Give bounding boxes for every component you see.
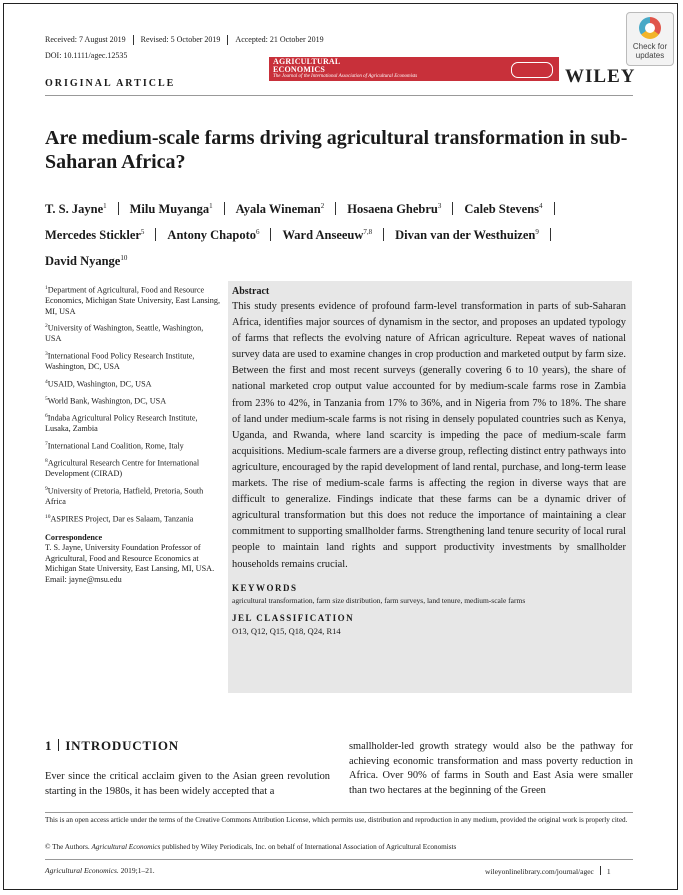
publisher-logo: WILEY	[565, 66, 636, 87]
author-separator	[383, 228, 384, 241]
article-title: Are medium-scale farms driving agricultural transformation in sub-Saharan Africa?	[45, 127, 628, 173]
revised-date: Revised: 5 October 2019	[140, 35, 221, 44]
abstract-box	[228, 281, 632, 693]
author-separator	[452, 202, 453, 215]
author-separator	[335, 202, 336, 215]
affiliation-item: $^6$Indaba Agricultural Policy Research Institute, Lusaka, Zambia	[45, 413, 198, 434]
intro-right-column: smallholder-led growth strategy would also be the pathway for achieving economic transformation and mass poverty reduction in Africa. Over 90% of farms in South and East Asia were smaller than two hectares at the beginning of the Green	[349, 741, 633, 796]
affiliation-item: $^7$International Land Coalition, Rome, Italy	[45, 440, 184, 451]
citation: Agricultural Economics. 2019;1–21.	[45, 866, 155, 875]
keywords: agricultural transformation, farm size distribution, farm surveys, land tenure, medium-scale farms	[232, 595, 526, 605]
author-name[interactable]: Divan van der Westhuizen$^9$	[395, 228, 539, 243]
abstract-heading: Abstract	[232, 286, 270, 297]
journal-logo	[269, 57, 559, 81]
author-name[interactable]: David Nyange$^{10}$	[45, 254, 128, 269]
affiliation-item: $^5$World Bank, Washington, DC, USA	[45, 395, 167, 406]
footer-divider	[45, 859, 633, 860]
jel-codes: O13, Q12, Q15, Q18, Q24, R14	[232, 625, 341, 636]
author-separator	[554, 202, 555, 215]
section-label: ORIGINAL ARTICLE	[45, 78, 176, 89]
journal-subtitle: The Journal of the International Association of Agricultural Economists	[273, 74, 418, 79]
page-number: 1	[606, 867, 611, 876]
author-list	[45, 195, 645, 273]
correspondence-text: T. S. Jayne, University Foundation Professor of Agricultural, Food and Resource Economics at Michigan State University, East Lansing, MI, USA.	[45, 543, 215, 574]
author-separator	[155, 228, 156, 241]
iaae-emblem-icon	[511, 62, 553, 78]
journal-title-line2: ECONOMICS	[273, 65, 326, 74]
author-name[interactable]: Mercedes Stickler$^5$	[45, 228, 145, 243]
author-name[interactable]: Hosaena Ghebru$^3$	[347, 202, 442, 217]
affiliation-item: $^8$Agricultural Research Centre for International Development (CIRAD)	[45, 458, 200, 479]
section-heading-introduction	[45, 738, 179, 754]
abstract-body: This study presents evidence of profound farm-level transformation in parts of sub-Saharan Africa, identifies major sources of dynamism in the sector, and proposes an updated typology of farms that reflects the evolving nature of African agriculture. Repeat waves of national survey data are used to examine changes in crop production and marketed output by farm size. Between the first and most recent surveys (generally covering 6 to 10 years), the share of national marketed crop output value accounted for by medium-scale farms rose in Zambia from 23% to 42%, in Tanzania from 17% to 36%, and in Nigeria from 7% to 18%. The share of land under medium-scale farms is not rising in densely populated countries such as Kenya, Uganda, and Rwanda, where land scarcity is impeding the pace of medium-scale farm acquisitions. Medium-scale farmers are a diverse group, reflecting distinct entry pathways into agriculture, encouraged by the rapid development of land rental, purchase, and long-term lease markets. The rise of medium-scale farms is affecting the region in diverse ways that are difficult to generalize. Findings indicate that these farms can be a dynamic driver of agricultural transformation but this does not reduce the importance of maintaining a clear commitment to supporting smallholder farms. Strengthening land tenure security of local rural people to maintain land rights and support productivity investments by smallholder households remains crucial.	[232, 301, 626, 570]
affiliation-item: $^4$USAID, Washington, DC, USA	[45, 378, 152, 389]
doi: DOI: 10.1111/agec.12535	[45, 51, 128, 60]
affiliation-item: $^{10}$ASPIRES Project, Dar es Salaam, Tanzania	[45, 513, 194, 524]
author-name[interactable]: Caleb Stevens$^4$	[464, 202, 543, 217]
author-name[interactable]: T. S. Jayne$^1$	[45, 202, 107, 217]
license-note: This is an open access article under the terms of the Creative Commons Attribution License, which permits use, distribution and reproduction in any medium, provided the original work is properly cited.	[45, 816, 628, 824]
crossmark-icon	[639, 17, 661, 39]
section-title: INTRODUCTION	[65, 738, 179, 753]
article-dates	[45, 35, 324, 45]
affiliation-item: $^3$International Food Policy Research Institute, Washington, DC, USA	[45, 350, 195, 372]
affiliation-item: $^1$Department of Agricultural, Food and Resource Economics, Michigan State University, East Lansing, MI, USA	[45, 285, 221, 316]
author-name[interactable]: Antony Chapoto$^6$	[167, 228, 260, 243]
correspondence-heading: Correspondence	[45, 532, 103, 542]
journal-title-line1: AGRICULTURAL	[273, 57, 341, 66]
header-divider	[45, 95, 633, 96]
footer-right	[485, 866, 611, 876]
author-separator	[270, 228, 271, 241]
author-name[interactable]: Ward Anseeuw$^{7,8}$	[282, 228, 373, 243]
author-separator	[224, 202, 225, 215]
author-name[interactable]: Ayala Wineman$^2$	[235, 202, 325, 217]
author-separator	[118, 202, 119, 215]
affiliations	[45, 283, 220, 585]
author-separator	[550, 228, 551, 241]
keywords-heading: KEYWORDS	[232, 582, 298, 593]
affiliation-item: $^9$University of Pretoria, Hatfield, Pretoria, South Africa	[45, 485, 204, 507]
affiliation-item: $^2$University of Washington, Seattle, Washington, USA	[45, 323, 204, 344]
footnote-divider	[45, 812, 633, 813]
author-name[interactable]: Milu Muyanga$^1$	[129, 202, 213, 217]
correspondence-email[interactable]: Email: jayne@msu.edu	[45, 574, 122, 584]
section-number: 1	[45, 738, 53, 753]
intro-left-column: Ever since the critical acclaim given to the Asian green revolution starting in the 1980s, it has been widely accepted that a	[45, 771, 330, 797]
received-date: Received: 7 August 2019	[45, 35, 126, 44]
journal-url[interactable]: wileyonlinelibrary.com/journal/agec	[485, 867, 594, 876]
check-for-updates-button[interactable]: Check for updates	[626, 12, 674, 66]
copyright-note: © The Authors. Agricultural Economics published by Wiley Periodicals, Inc. on behalf of International Association of Agricultural Economists	[45, 843, 457, 851]
jel-heading: JEL CLASSIFICATION	[232, 612, 355, 623]
accepted-date: Accepted: 21 October 2019	[235, 35, 324, 44]
